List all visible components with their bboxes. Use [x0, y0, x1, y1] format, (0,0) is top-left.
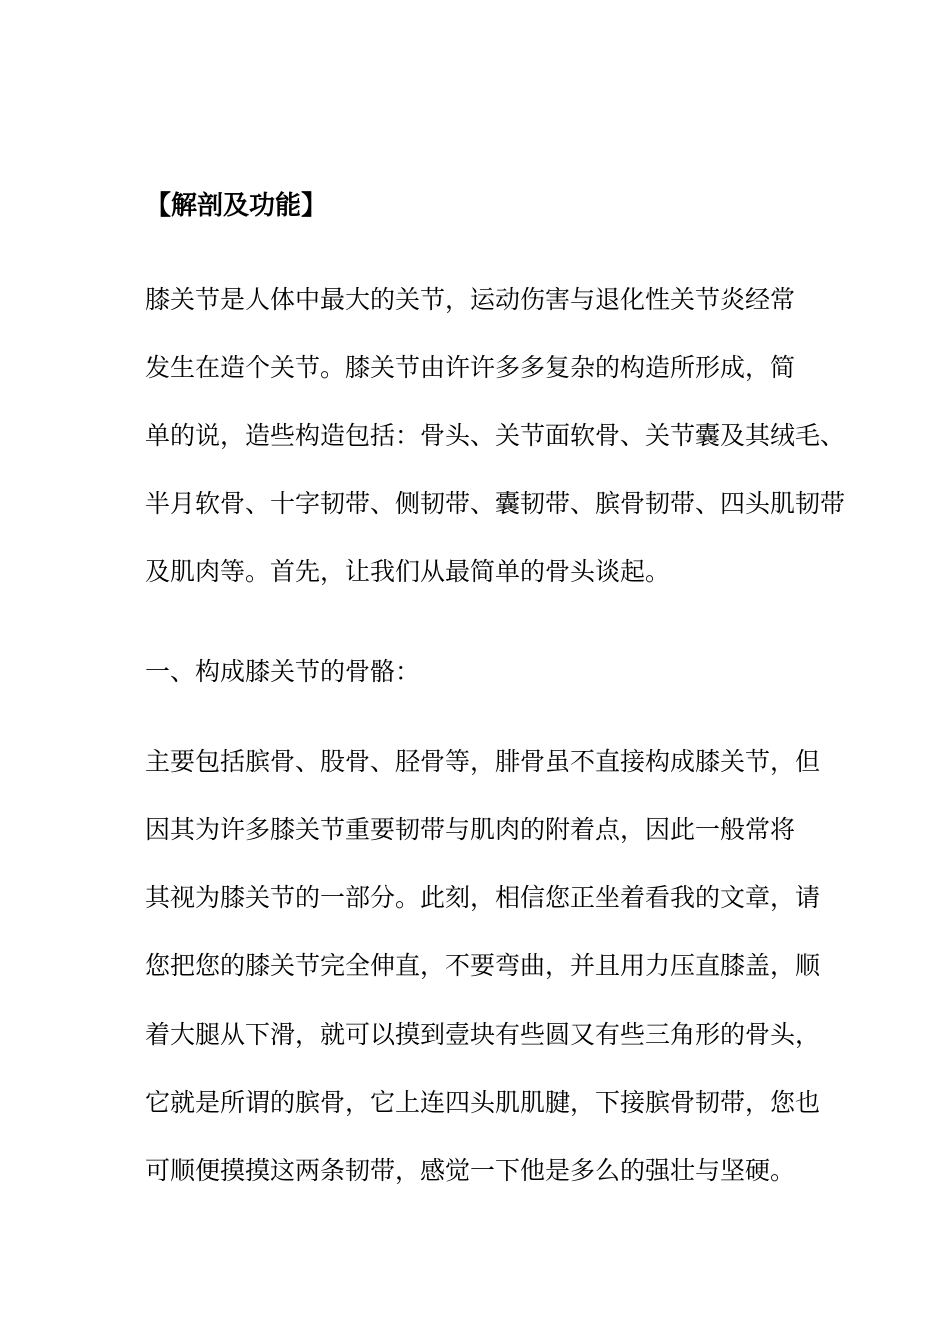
paragraph-line: 膝关节是人体中最大的关节，运动伤害与退化性关节炎经常: [145, 285, 796, 314]
subsection-heading: 一、构成膝关节的骨骼：: [145, 657, 421, 686]
paragraph-line: 着大腿从下滑，就可以摸到壹块有些圆又有些三角形的骨头，: [145, 1020, 821, 1049]
paragraph-line: 主要包括膑骨、股骨、胫骨等，腓骨虽不直接构成膝关节，但: [145, 747, 821, 776]
paragraph-line: 其视为膝关节的一部分。此刻，相信您正坐着看我的文章，请: [145, 883, 821, 912]
section-title: 【解剖及功能】: [145, 191, 328, 221]
paragraph-line: 及肌肉等。首先，让我们从最简单的骨头谈起。: [145, 557, 671, 586]
paragraph-line: 它就是所谓的膑骨，它上连四头肌肌腱，下接膑骨韧带，您也: [145, 1088, 821, 1117]
paragraph-line: 半月软骨、十字韧带、侧韧带、囊韧带、膑骨韧带、四头肌韧带: [145, 489, 846, 518]
paragraph-line: 因其为许多膝关节重要韧带与肌肉的附着点，因此一般常将: [145, 815, 796, 844]
paragraph-line: 发生在造个关节。膝关节由许许多多复杂的构造所形成，简: [145, 353, 796, 382]
paragraph-line: 单的说，造些构造包括：骨头、关节面软骨、关节囊及其绒毛、: [145, 421, 846, 450]
paragraph-line: 您把您的膝关节完全伸直，不要弯曲，并且用力压直膝盖，顺: [145, 951, 821, 980]
paragraph-line: 可顺便摸摸这两条韧带，感觉一下他是多么的强壮与坚硬。: [145, 1156, 796, 1185]
